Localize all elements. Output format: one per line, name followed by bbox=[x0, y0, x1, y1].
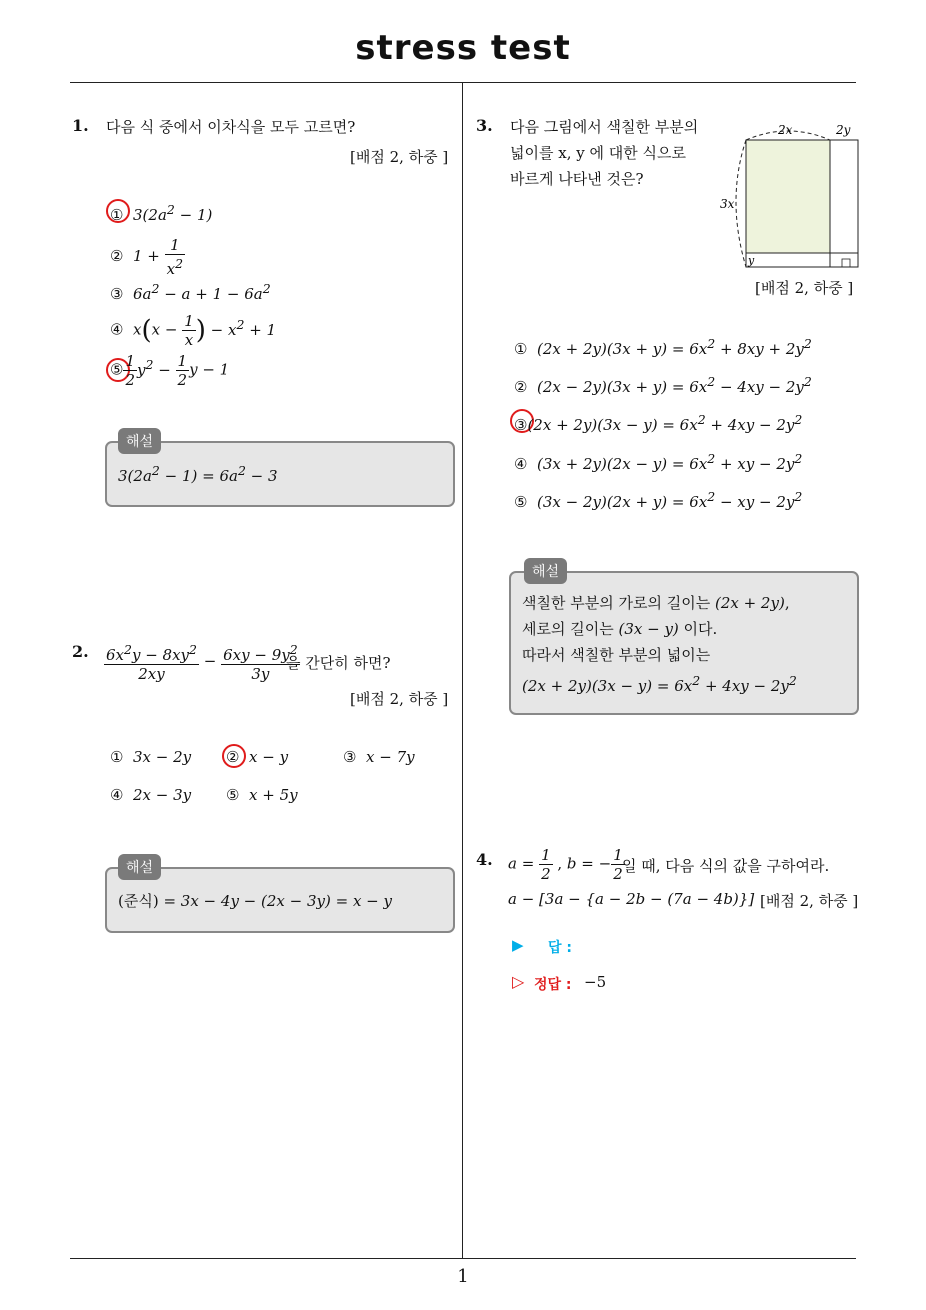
answer-label: 답 : bbox=[548, 940, 572, 956]
q1-option-1[interactable]: ① $3(2a^2 - 1)$ bbox=[110, 202, 213, 224]
q1-option-3[interactable]: ③ $6a^2 - a + 1 - 6a^2$ bbox=[110, 281, 271, 303]
q1-option-4[interactable]: ④ x(x − $\frac{1}{x}$ ) − $x^2 + 1$ bbox=[110, 312, 277, 349]
question-1-score: [배점 2, 하중 ] bbox=[350, 148, 449, 166]
q3-figure bbox=[718, 120, 863, 275]
question-3-line-3: 바르게 나타낸 것은? bbox=[510, 170, 644, 188]
question-4-score: [배점 2, 하중 ] bbox=[760, 892, 859, 910]
question-2-text: 을 간단히 하면? bbox=[286, 654, 391, 672]
q3-explanation-line-3: 따라서 색칠한 부분의 넓이는 bbox=[522, 646, 711, 664]
explanation-tag: 해설 bbox=[118, 428, 161, 454]
question-2-expression: $\frac{6x^2y - 8xy^2}{2xy}$ − $\frac{6xy - 9y^2}{3y}$ bbox=[106, 642, 298, 683]
label-2y: 2y bbox=[836, 123, 851, 137]
q2-option-1[interactable]: ① 3x − 2y bbox=[110, 748, 192, 766]
top-rule bbox=[70, 82, 856, 83]
q3-explanation-line-1: 색칠한 부분의 가로의 길이는 (2x + 2y), bbox=[522, 594, 790, 612]
question-4-number: 4. bbox=[476, 850, 493, 869]
label-3x: 3x bbox=[720, 197, 735, 211]
q1-option-2[interactable]: ② 1 + $\frac{1}{x^2}$ bbox=[110, 236, 184, 278]
question-4-expression: a − [3a − {a − 2b − (7a − 4b)}] bbox=[508, 890, 755, 908]
question-1-number: 1. bbox=[72, 116, 89, 135]
bottom-rule bbox=[70, 1258, 856, 1259]
q3-option-1[interactable]: ① $(2x + 2y)(3x + y) = 6x^2 + 8xy + 2y^2$ bbox=[514, 336, 812, 358]
question-2-score: [배점 2, 하중 ] bbox=[350, 690, 449, 708]
q3-explanation-line-2: 세로의 길이는 (3x − y) 이다. bbox=[522, 620, 718, 638]
column-divider bbox=[462, 82, 463, 1258]
q3-option-5[interactable]: ⑤ $(3x - 2y)(2x + y) = 6x^2$ − xy − $2y^2$ bbox=[514, 489, 803, 511]
shaded-region bbox=[746, 140, 830, 253]
correct-answer-label: 정답 : bbox=[534, 977, 572, 993]
explanation-tag: 해설 bbox=[118, 854, 161, 880]
label-2x: 2x bbox=[778, 123, 793, 137]
page-title: stress test bbox=[355, 28, 571, 68]
q3-option-2[interactable]: ② $(2x - 2y)(3x + y) = 6x^2 - 4xy - 2y^2$ bbox=[514, 374, 812, 396]
question-3-score: [배점 2, 하중 ] bbox=[755, 279, 854, 297]
q2-explanation-text: (준식) = 3x − 4y − (2x − 3y) = x − y bbox=[118, 892, 392, 910]
q1-explanation-text: $3(2a^2 - 1) = 6a^2 - 3$ bbox=[118, 463, 278, 485]
question-4-condition: a = $\frac{1}{2}$ , b = − $\frac{1}{2}$ bbox=[508, 846, 623, 883]
q2-option-3[interactable]: ③ x − 7y bbox=[343, 748, 415, 766]
question-1-text: 다음 식 중에서 이차식을 모두 고르면? bbox=[106, 118, 356, 136]
question-3-number: 3. bbox=[476, 116, 493, 135]
label-y: y bbox=[748, 254, 755, 267]
answer-arrow-icon: ▶ bbox=[512, 936, 524, 954]
q3-option-4[interactable]: ④ $(3x + 2y)(2x - y) = 6x^2$ + xy − $2y^2$ bbox=[514, 451, 803, 473]
question-3-line-2: 넓이를 x, y 에 대한 식으로 bbox=[510, 144, 686, 162]
q3-explanation-line-4: $(2x + 2y)(3x - y) = 6x^2 + 4xy - 2y^2$ bbox=[522, 673, 797, 695]
q2-option-2[interactable]: ② x − y bbox=[226, 748, 289, 766]
correct-arrow-icon: ▷ bbox=[512, 972, 525, 991]
page-number: 1 bbox=[457, 1266, 469, 1287]
q2-option-4[interactable]: ④ 2x − 3y bbox=[110, 786, 192, 804]
question-4-text: 일 때, 다음 식의 값을 구하여라. bbox=[622, 857, 830, 875]
explanation-tag: 해설 bbox=[524, 558, 567, 584]
question-2-number: 2. bbox=[72, 642, 89, 661]
q2-option-5[interactable]: ⑤ x + 5y bbox=[226, 786, 298, 804]
question-3-line-1: 다음 그림에서 색칠한 부분의 bbox=[510, 118, 699, 136]
correct-answer-value: −5 bbox=[584, 973, 607, 991]
q3-option-3[interactable]: ③(2x + $2y)(3x - y) = 6x^2 + 4xy - 2y^2$ bbox=[514, 412, 803, 434]
q1-option-5[interactable]: ⑤ $\frac{1}{2}$ $y^2$ − $\frac{1}{2}$ y − 1 bbox=[110, 352, 230, 389]
